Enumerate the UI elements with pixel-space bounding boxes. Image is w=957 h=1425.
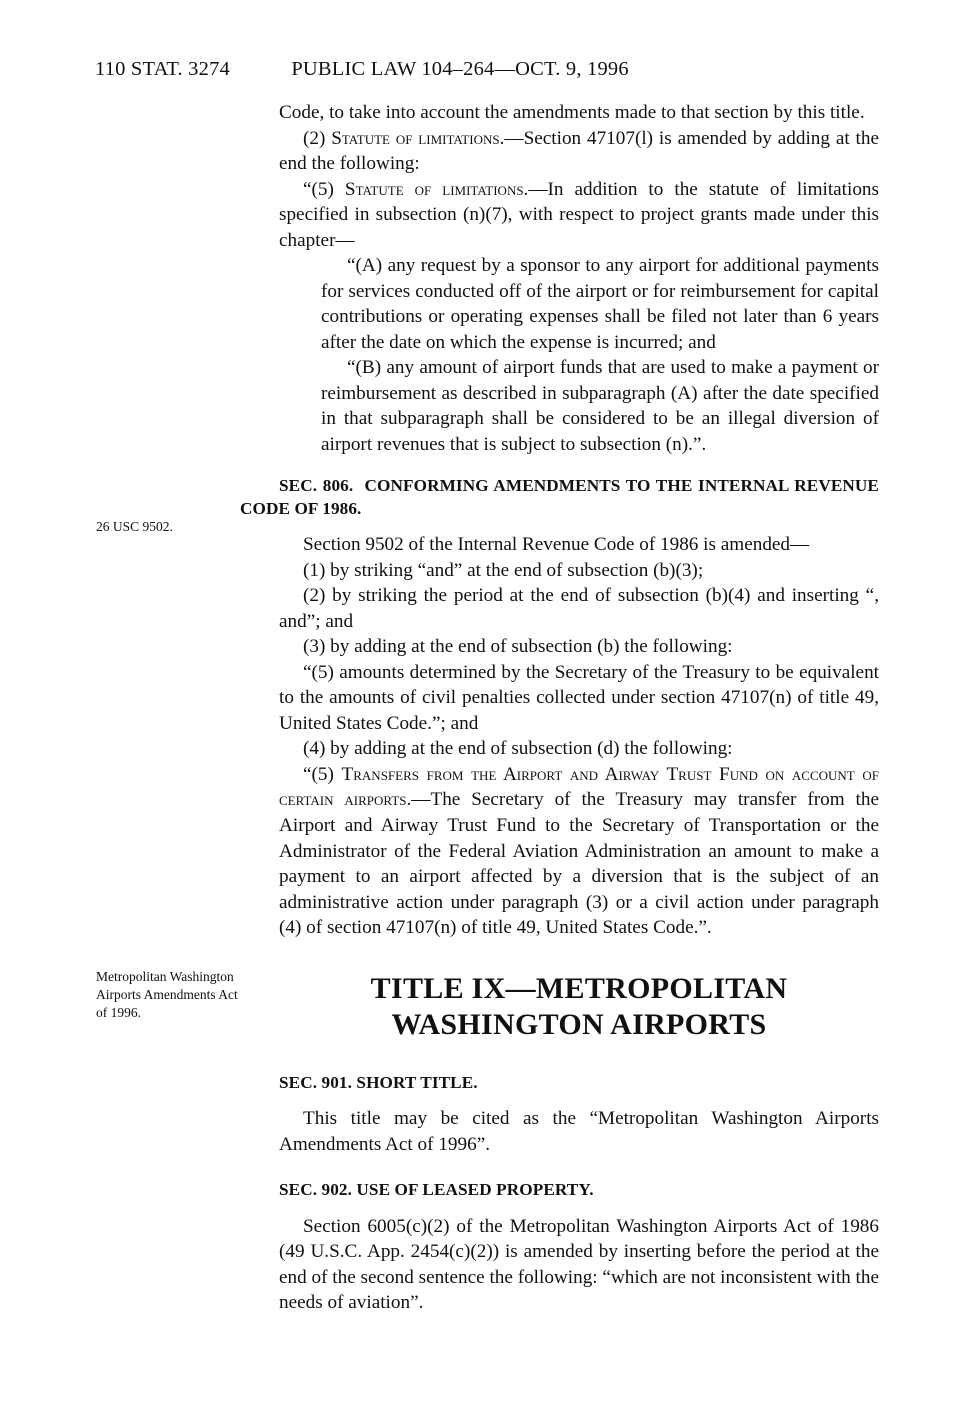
section-902-text: Section 6005(c)(2) of the Metropolitan Washington Airports Act of 1986 (49 U.S.C. App. 2454(c)(2)) is amended by inserting before the period at the end of the second sentence the following: “which are not inconsistent with the needs of aviation”. bbox=[279, 1215, 879, 1314]
section-806-quoted-transfers bbox=[279, 762, 879, 941]
margin-note-usc: 26 USC 9502. bbox=[96, 519, 173, 534]
section-902-title: USE OF LEASED PROPERTY. bbox=[356, 1180, 594, 1200]
title-ix-line-1: TITLE IX—METROPOLITAN bbox=[370, 971, 788, 1005]
paragraph-2-text: —Section 47107(l) is amended by adding at the end the following: bbox=[279, 127, 879, 175]
section-902-heading bbox=[240, 1179, 879, 1201]
section-806-quoted-5: “(5) amounts determined by the Secretary of the Treasury to be equivalent to the amounts of civil penalties collected under section 47107(n) of title 49, United States Code.”; and bbox=[279, 661, 879, 734]
section-901-heading bbox=[240, 1072, 879, 1094]
paragraph-5-statute-of-limitations bbox=[279, 177, 879, 254]
subparagraph-a: “(A) any request by a sponsor to any airport for additional payments for services conducted off of the airport or for reimbursement for capital contributions or operating expenses shall be filed not later than 6 years after the date on which the expense is incurred; and bbox=[321, 255, 879, 353]
paragraph-5-number: “(5) bbox=[303, 178, 345, 200]
subparagraph-b: “(B) any amount of airport funds that are used to make a payment or reimbursement as described in subparagraph (A) after the date specified in that subparagraph shall be considered to be an illegal diversion of airport revenues that is subject to subsection (n).”. bbox=[321, 357, 879, 455]
section-806-number: SEC. 806. bbox=[279, 476, 354, 496]
section-901-title: SHORT TITLE. bbox=[356, 1072, 478, 1092]
section-806-intro: Section 9502 of the Internal Revenue Code of 1986 is amended— bbox=[303, 534, 810, 556]
paragraph-5-text: —In addition to the statute of limitations specified in subsection (n)(7), with respect to project grants made under this chapter— bbox=[279, 178, 879, 251]
section-806-heading bbox=[240, 475, 879, 520]
paragraph-continuation: Code, to take into account the amendments made to that section by this title. bbox=[279, 102, 865, 123]
statute-citation: 110 STAT. 3274 bbox=[95, 58, 230, 80]
title-ix-heading bbox=[279, 971, 879, 1044]
section-806-clause-1: (1) by striking “and” at the end of subsection (b)(3); bbox=[303, 559, 704, 581]
section-806-clause-3: (3) by adding at the end of subsection (b) the following: bbox=[303, 636, 733, 658]
section-902-number: SEC. 902. bbox=[279, 1180, 353, 1200]
transfers-text: —The Secretary of the Treasury may transfer from the Airport and Airway Trust Fund to the Secretary of Transportation or the Administrator of the Federal Aviation Administration an amount to make a payment to an airport affected by a diversion that is the subject of an administrative action under paragraph (3) or a civil action under paragraph (4) of section 47107(n) of title 49, United States Code.”. bbox=[279, 789, 880, 939]
section-806-clause-4: (4) by adding at the end of subsection (d) the following: bbox=[303, 738, 733, 760]
transfers-smallcaps-heading: Transfers from the Airport and Airway Trust Fund on account of certain airports. bbox=[279, 763, 879, 811]
main-text-column bbox=[240, 100, 880, 1316]
transfers-number: “(5) bbox=[303, 763, 342, 785]
section-806-title: CONFORMING AMENDMENTS TO THE INTERNAL REVENUE CODE OF 1986. bbox=[240, 476, 879, 518]
title-ix-line-2: WASHINGTON AIRPORTS bbox=[391, 1008, 767, 1042]
paragraph-2-number: (2) bbox=[303, 127, 332, 149]
margin-note-act: Metropolitan Washington Airports Amendments Act of 1996. bbox=[96, 969, 238, 1020]
section-806-clause-2: (2) by striking the period at the end of subsection (b)(4) and inserting “, and”; and bbox=[279, 585, 879, 632]
paragraph-5-smallcaps-heading: Statute of limitations. bbox=[344, 178, 529, 200]
public-law-citation: PUBLIC LAW 104–264—OCT. 9, 1996 bbox=[291, 58, 629, 80]
paragraph-2-statute-of-limitations bbox=[279, 126, 879, 177]
paragraph-2-smallcaps-heading: Statute of limitations. bbox=[331, 127, 505, 149]
running-head bbox=[95, 58, 895, 81]
section-901-text: This title may be cited as the “Metropolitan Washington Airports Amendments Act of 1996”. bbox=[279, 1108, 879, 1155]
section-901-number: SEC. 901. bbox=[279, 1072, 353, 1092]
